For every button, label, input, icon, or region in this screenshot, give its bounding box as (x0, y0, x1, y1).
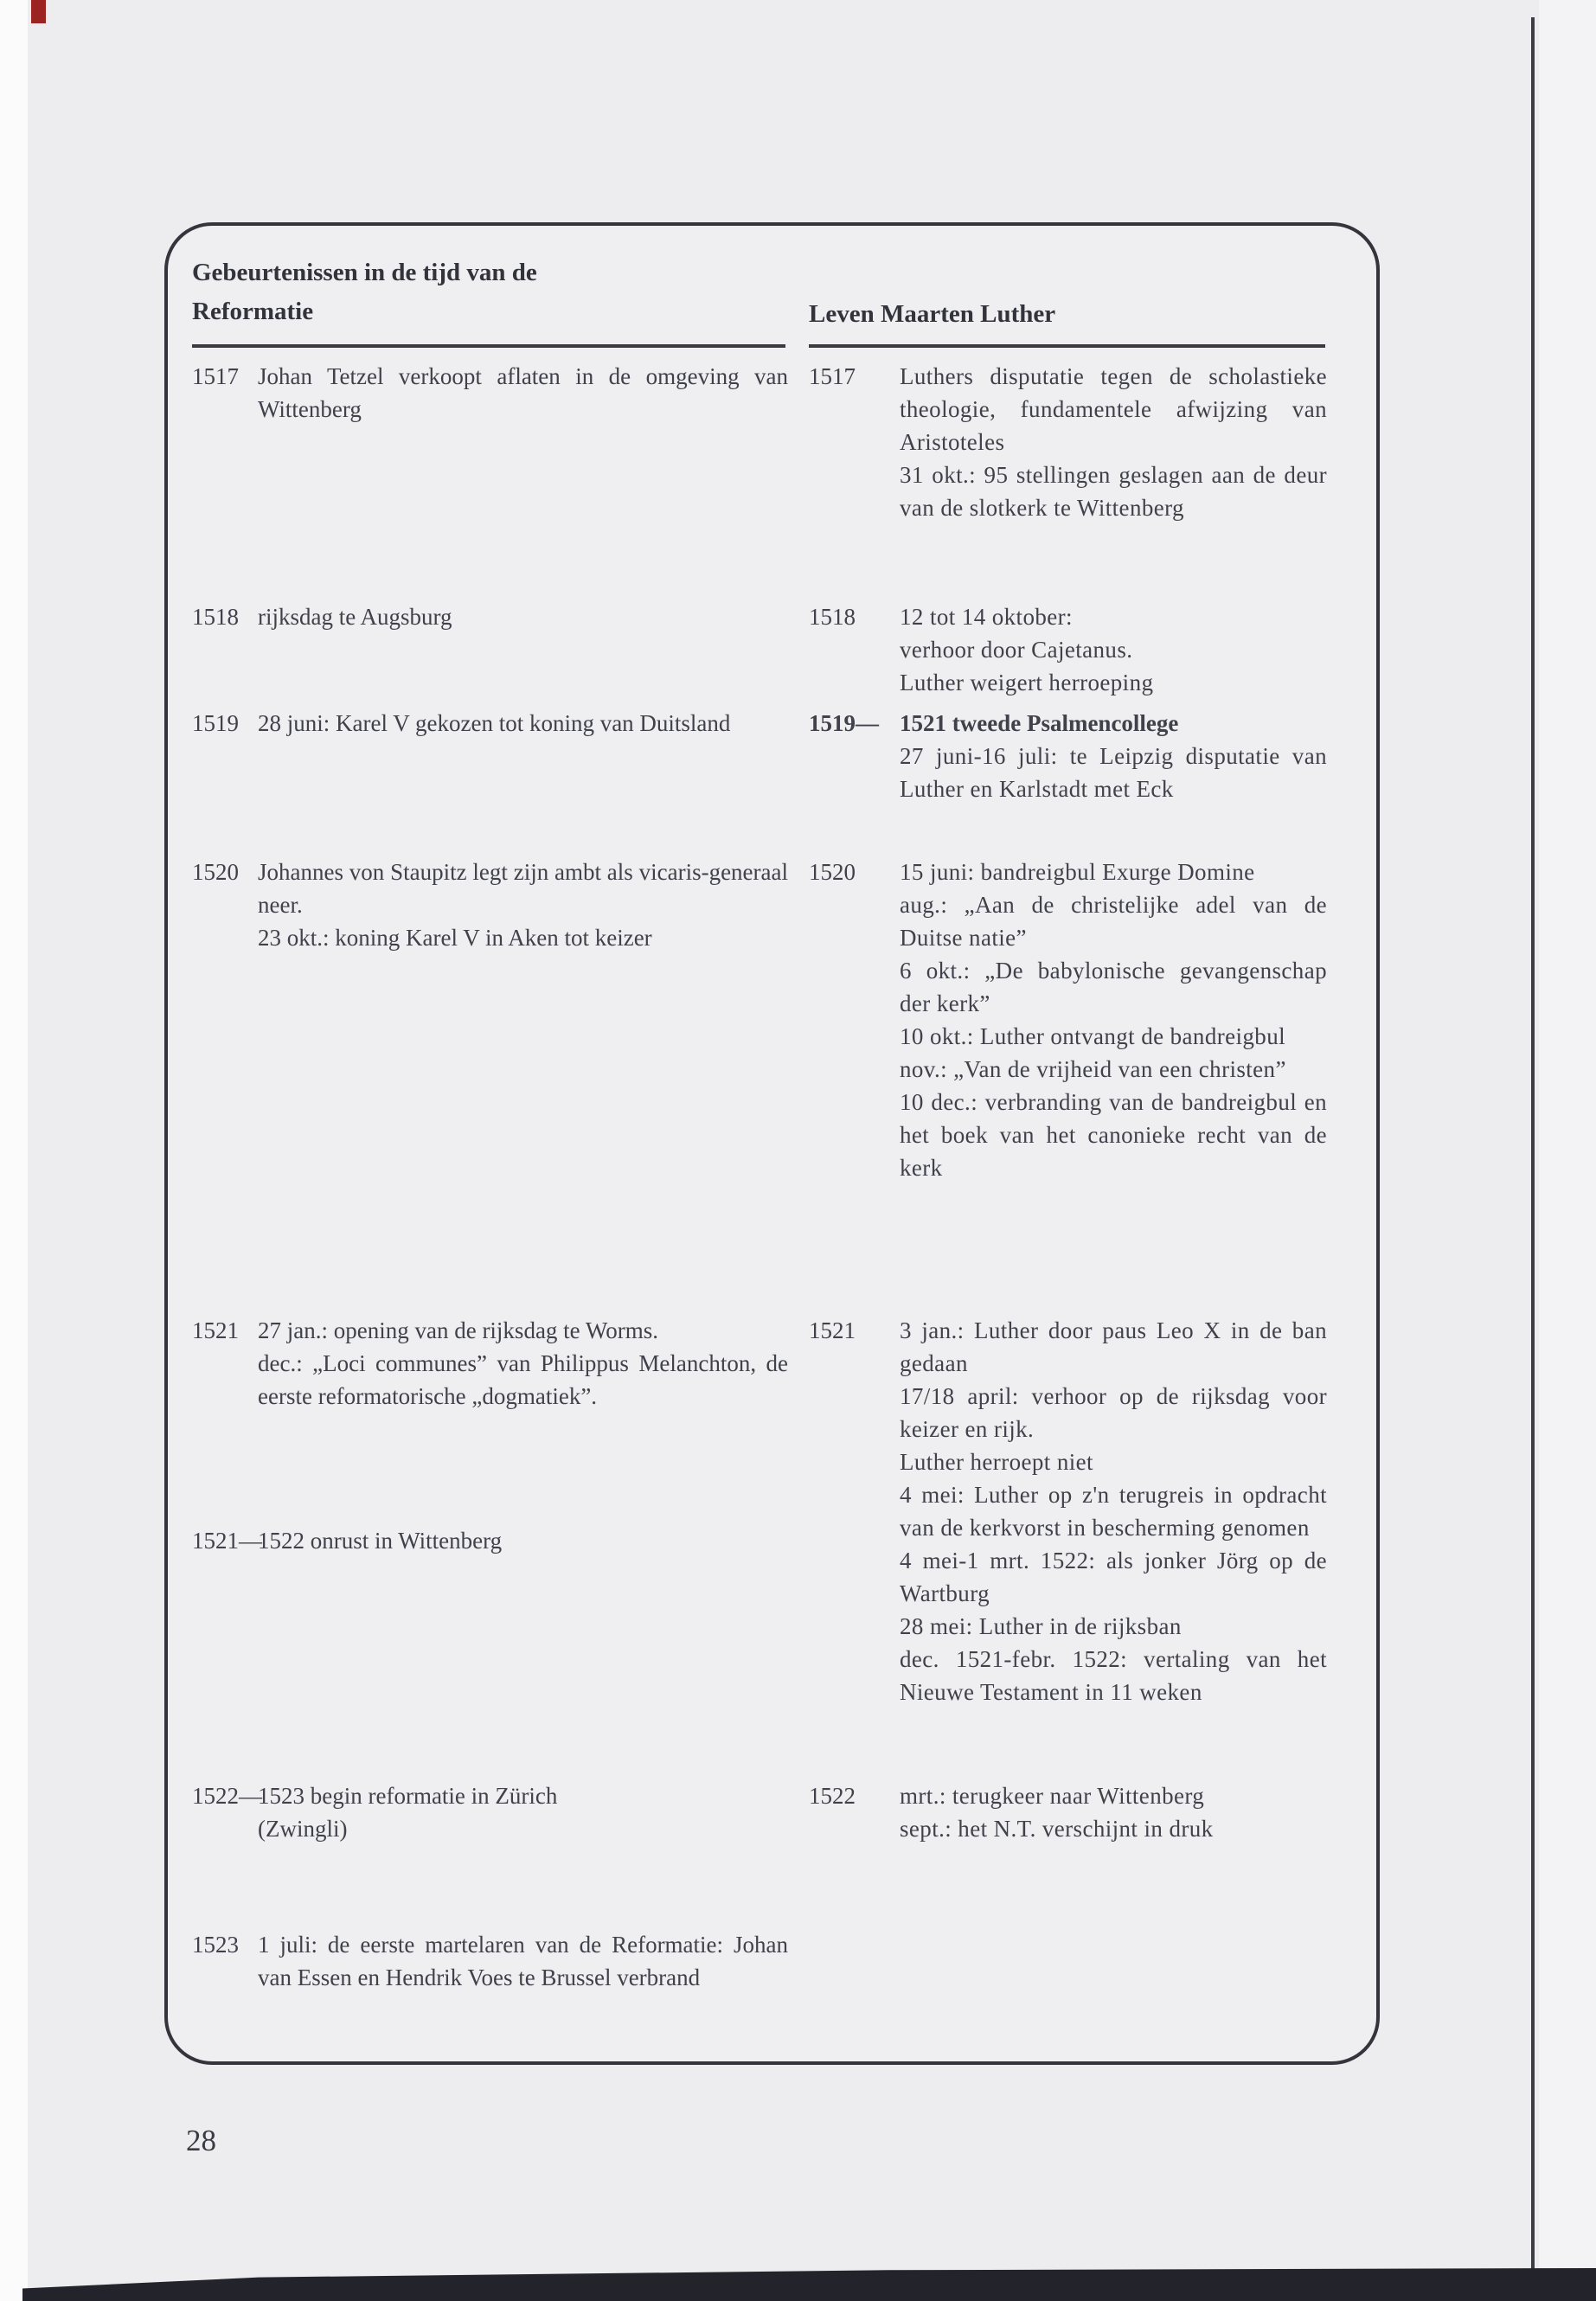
row-year: 1523 (192, 1932, 239, 1958)
row-year: 1521— (192, 1528, 262, 1554)
row-year: 1517 (809, 363, 856, 389)
table-row (192, 856, 788, 954)
row-text: Luthers disputatie tegen de scholastieke theologie, fundamentele afwijzing van Aristoteles 31 okt.: 95 stellingen geslagen aan de deur van de slotkerk te Wittenberg (900, 363, 1327, 521)
row-year: 1520 (192, 859, 239, 885)
page-number: 28 (186, 2124, 216, 2157)
table-row (192, 707, 788, 740)
table-row (809, 600, 1327, 699)
row-text: Johan Tetzel verkoopt aflaten in de omgeving van Wittenberg (258, 363, 788, 422)
row-text: 28 juni: Karel V gekozen tot koning van Duitsland (258, 710, 731, 736)
row-text: 1521 tweede Psalmencollege 27 juni-16 juli: te Leipzig disputatie van Luther en Karlstadt met Eck (900, 710, 1327, 802)
table-row (192, 600, 788, 633)
table-row (192, 1314, 788, 1413)
row-text: rijksdag te Augsburg (258, 604, 452, 630)
left-column-header: Gebeurtenissen in de tijd van de Reformatie (192, 259, 537, 325)
row-year: 1521 (192, 1317, 239, 1343)
row-text: 3 jan.: Luther door paus Leo X in de ban gedaan 17/18 april: verhoor op de rijksdag voor keizer en rijk. Luther herroept niet 4 mei: Luther op z'n terugreis in opdracht van de kerkvorst in bescherming genomen 4 mei-1 mrt. 1522: als jonker Jörg op de Wartburg 28 mei: Luther in de rijksban dec. 1521-febr. 1522: vertaling van het Nieuwe Testament in 11 weken (900, 1317, 1327, 1705)
row-text: 12 tot 14 oktober: verhoor door Cajetanus. Luther weigert herroeping (900, 604, 1154, 695)
page-fold-line (1531, 17, 1535, 2277)
table-row (192, 1928, 788, 1994)
row-text: 1522 onrust in Wittenberg (258, 1528, 503, 1554)
table-row (192, 1779, 788, 1845)
left-header-rule (192, 344, 785, 348)
row-year: 1519— (809, 710, 879, 736)
table-row (192, 1524, 788, 1557)
right-header-rule (809, 344, 1325, 348)
row-year: 1517 (192, 363, 239, 389)
table-row (809, 856, 1327, 1184)
row-year: 1521 (809, 1317, 856, 1343)
row-year: 1518 (192, 604, 239, 630)
row-text: 1523 begin reformatie in Zürich (Zwingli) (258, 1783, 558, 1842)
row-year: 1522— (192, 1783, 262, 1809)
row-year: 1519 (192, 710, 239, 736)
row-text: Johannes von Staupitz legt zijn ambt als vicaris-generaal neer. 23 okt.: koning Karel V in Aken tot keizer (258, 859, 788, 951)
scan-bottom-band (22, 2268, 1596, 2301)
right-column-header: Leven Maarten Luther (809, 300, 1056, 328)
red-registration-mark (31, 0, 46, 23)
table-row (809, 1314, 1327, 1708)
row-text: 27 jan.: opening van de rijksdag te Worms. dec.: „Loci communes” van Philippus Melanchton, de eerste reformatorische „dogmatiek”. (258, 1317, 788, 1409)
table-row (809, 1779, 1327, 1845)
table-row (809, 707, 1327, 805)
row-text: 15 juni: bandreigbul Exurge Domine aug.: „Aan de christelijke adel van de Duitse natie” 6 okt.: „De babylonische gevangenschap der kerk” 10 okt.: Luther ontvangt de bandreigbul nov.: „Van de vrijheid van een christen” 10 dec.: verbranding van de bandreigbul en het boek van het canonieke recht van de kerk (900, 859, 1327, 1181)
scan-right-edge (1539, 0, 1596, 2301)
table-row (192, 360, 788, 426)
row-text: 1 juli: de eerste martelaren van de Reformatie: Johan van Essen en Hendrik Voes te Brussel verbrand (258, 1932, 788, 1990)
row-year: 1520 (809, 859, 856, 885)
row-year: 1522 (809, 1783, 856, 1809)
row-text: mrt.: terugkeer naar Wittenberg sept.: het N.T. verschijnt in druk (900, 1783, 1214, 1842)
row-year: 1518 (809, 604, 856, 630)
scan-left-edge (0, 0, 28, 2301)
table-row (809, 360, 1327, 524)
